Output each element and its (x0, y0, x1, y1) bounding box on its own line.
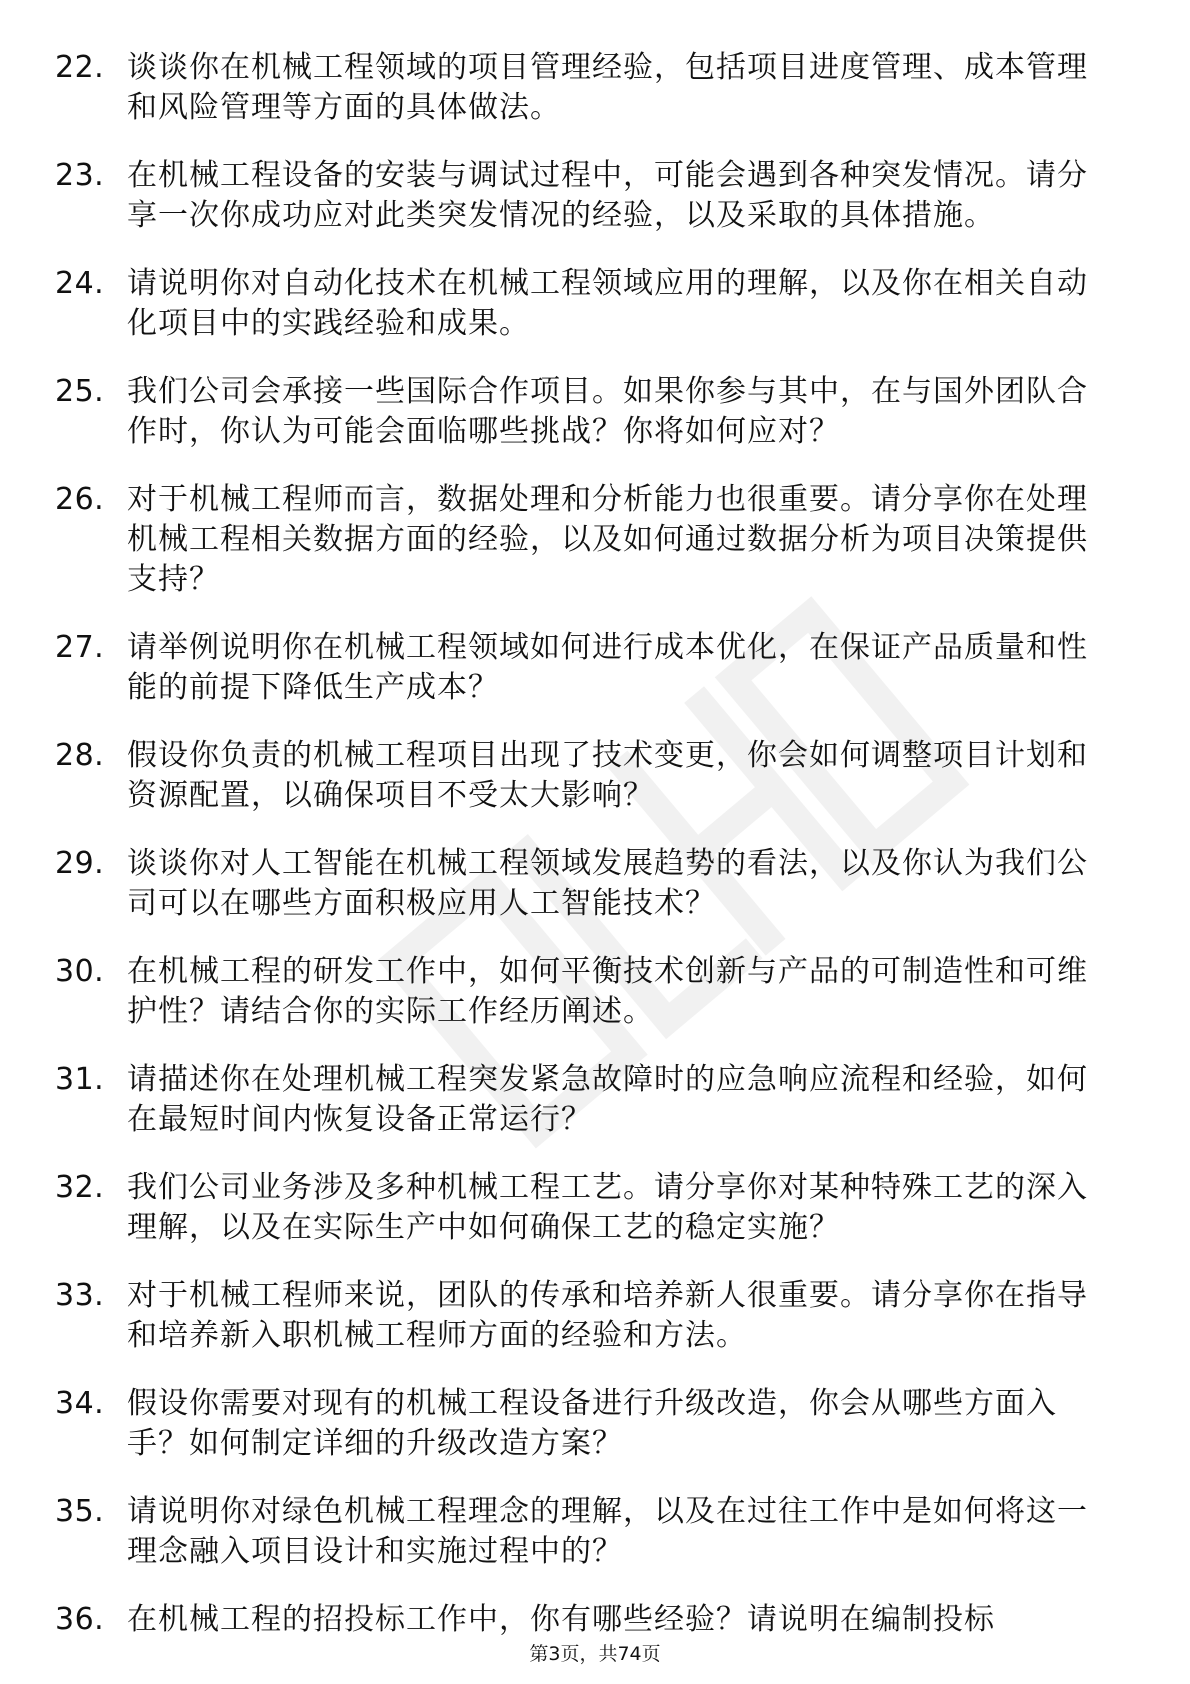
question-item (55, 1492, 1115, 1572)
question-item (55, 1600, 1115, 1640)
question-text: 请说明你对自动化技术在机械工程领域应用的理解，以及你在相关自动化项目中的实践经验和成果。 (127, 266, 1088, 341)
question-item (55, 480, 1115, 600)
question-text: 请说明你对绿色机械工程理念的理解，以及在过往工作中是如何将这一理念融入项目设计和实施过程中的？ (127, 1494, 1088, 1569)
question-number: 27. (55, 630, 105, 665)
question-number: 22. (55, 50, 105, 85)
question-text: 在机械工程设备的安装与调试过程中，可能会遇到各种突发情况。请分享一次你成功应对此类突发情况的经验，以及采取的具体措施。 (127, 158, 1088, 233)
question-item (55, 156, 1115, 236)
question-number: 23. (55, 158, 105, 193)
question-text: 对于机械工程师来说，团队的传承和培养新人很重要。请分享你在指导和培养新入职机械工程师方面的经验和方法。 (127, 1278, 1088, 1353)
question-number: 32. (55, 1170, 105, 1205)
question-item (55, 844, 1115, 924)
question-item (55, 1384, 1115, 1464)
question-text: 对于机械工程师而言，数据处理和分析能力也很重要。请分享你在处理机械工程相关数据方面的经验，以及如何通过数据分析为项目决策提供支持？ (127, 482, 1088, 597)
question-item (55, 628, 1115, 708)
question-item (55, 372, 1115, 452)
question-text: 我们公司会承接一些国际合作项目。如果你参与其中，在与国外团队合作时，你认为可能会面临哪些挑战？你将如何应对？ (127, 374, 1088, 449)
question-number: 36. (55, 1602, 105, 1637)
question-text: 我们公司业务涉及多种机械工程工艺。请分享你对某种特殊工艺的深入理解，以及在实际生产中如何确保工艺的稳定实施？ (127, 1170, 1088, 1245)
question-item (55, 48, 1115, 128)
question-number: 30. (55, 954, 105, 989)
question-item (55, 1060, 1115, 1140)
question-number: 29. (55, 846, 105, 881)
question-item (55, 264, 1115, 344)
question-text: 假设你负责的机械工程项目出现了技术变更，你会如何调整项目计划和资源配置，以确保项目不受太大影响？ (127, 738, 1088, 813)
question-number: 25. (55, 374, 105, 409)
question-number: 24. (55, 266, 105, 301)
question-item (55, 952, 1115, 1032)
question-number: 26. (55, 482, 105, 517)
question-number: 35. (55, 1494, 105, 1529)
question-number: 28. (55, 738, 105, 773)
question-item (55, 1168, 1115, 1248)
question-text: 谈谈你对人工智能在机械工程领域发展趋势的看法，以及你认为我们公司可以在哪些方面积极应用人工智能技术？ (127, 846, 1088, 921)
page-number-footer: 第3页，共74页 (529, 1643, 661, 1665)
question-text: 在机械工程的研发工作中，如何平衡技术创新与产品的可制造性和可维护性？请结合你的实际工作经历阐述。 (127, 954, 1088, 1029)
question-text: 在机械工程的招投标工作中，你有哪些经验？请说明在编制投标 (127, 1602, 995, 1637)
question-item (55, 1276, 1115, 1356)
question-text: 谈谈你在机械工程领域的项目管理经验，包括项目进度管理、成本管理和风险管理等方面的具体做法。 (127, 50, 1088, 125)
question-text: 请举例说明你在机械工程领域如何进行成本优化，在保证产品质量和性能的前提下降低生产成本？ (127, 630, 1088, 705)
question-list (55, 48, 1115, 1668)
question-number: 33. (55, 1278, 105, 1313)
question-number: 31. (55, 1062, 105, 1097)
question-number: 34. (55, 1386, 105, 1421)
question-item (55, 736, 1115, 816)
question-text: 假设你需要对现有的机械工程设备进行升级改造，你会从哪些方面入手？如何制定详细的升级改造方案？ (127, 1386, 1057, 1461)
question-text: 请描述你在处理机械工程突发紧急故障时的应急响应流程和经验，如何在最短时间内恢复设备正常运行？ (127, 1062, 1088, 1137)
